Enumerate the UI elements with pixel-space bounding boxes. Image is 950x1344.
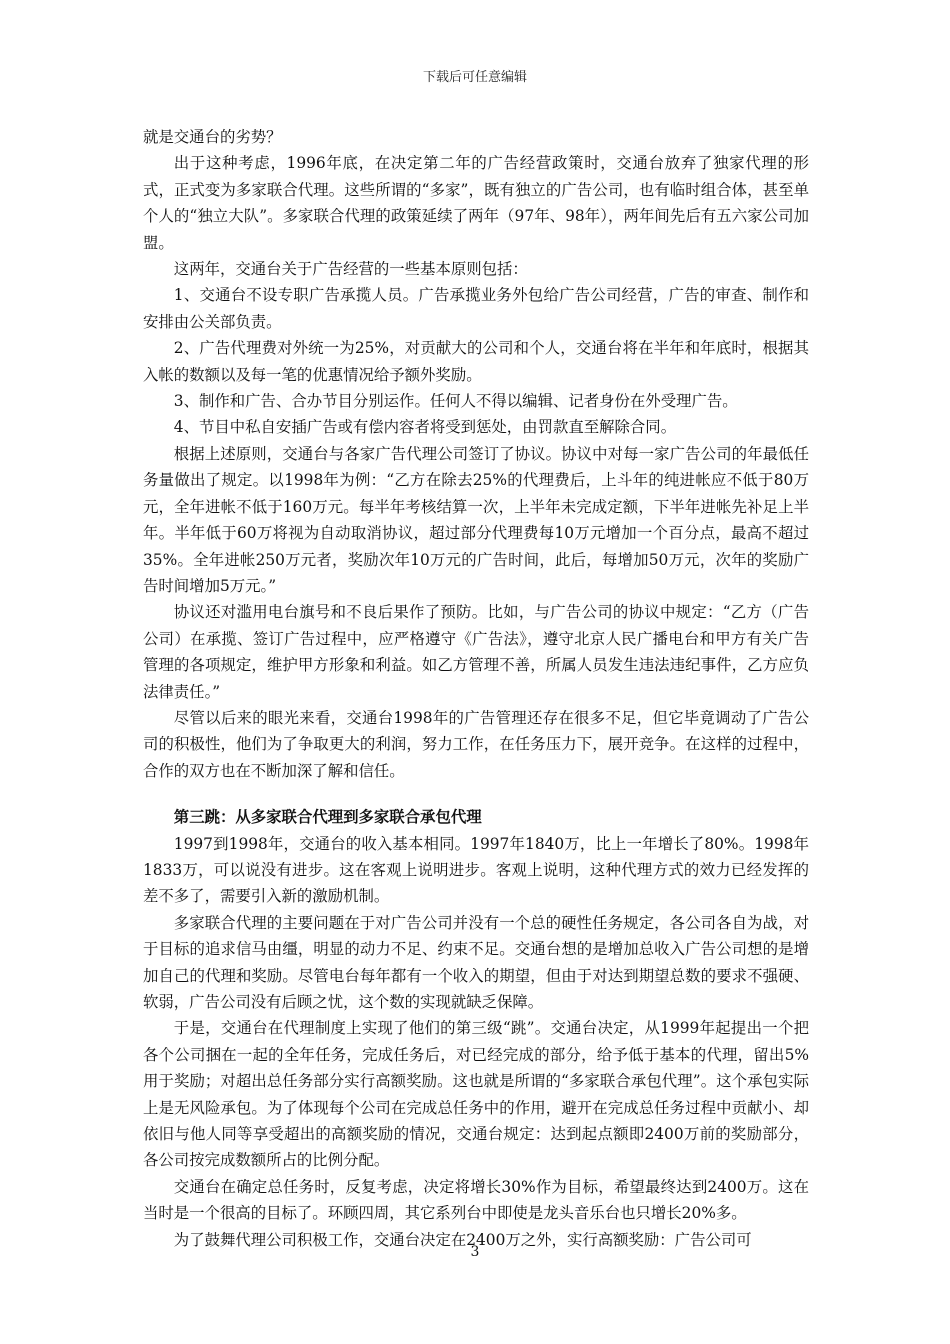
list-item: 4、节目中私自安插广告或有偿内容者将受到惩处，由罚款直至解除合同。 — [173, 418, 677, 437]
paragraph: 交通台在确定总任务时，反复考虑，决定将增长30%作为目标，希望最终达到2400万。这在当时是一个很高的目标了。环顾四周，其它系列台中即使是龙头音乐台也只增长20%多。 — [143, 1177, 809, 1223]
section-heading: 第三跳：从多家联合代理到多家联合承包代理 — [173, 808, 482, 827]
paragraph: 于是，交通台在代理制度上实现了他们的第三级“跳”。交通台决定，从1999年起提出一个把各个公司捆在一起的全年任务，完成任务后，对已经完成的部分，给予低于基本的代理，留出5%用于奖励；对超出总任务部分实行高额奖励。这也就是所谓的“多家联合承包代理”。这个承包实际上是无风险承包。为了体现每个公司在完成总任务中的作用，避开在完成总任务过程中贡献小、却依旧与他人同等享受超出的高额奖励的情况，交通台规定：达到起点额即2400万前的奖励部分，各公司按完成数额所占的比例分配。 — [143, 1019, 809, 1170]
paragraph: 根据上述原则，交通台与各家广告代理公司签订了协议。协议中对每一家广告公司的年最低任务量做出了规定。以1998年为例：“乙方在除去25%的代理费后，上斗年的纯进帐应不低于80万元，全年进帐不低于160万元。每半年考核结算一次，上半年未完成定额，下半年进帐先补足上半年。半年低于60万将视为自动取消协议，超过部分代理费每10万元增加一个百分点，最高不超过35%。全年进帐250万元者，奖励次年10万元的广告时间，此后，每增加50万元，次年的奖励广告时间增加5万元。” — [143, 444, 809, 595]
page-number: 3 — [470, 1244, 480, 1260]
list-item: 1、交通台不设专职广告承揽人员。广告承揽业务外包给广告公司经营，广告的审查、制作和安排由公关部负责。 — [143, 286, 809, 331]
document-body — [143, 124, 809, 1253]
paragraph: 出于这种考虑，1996年底，在决定第二年的广告经营政策时，交通台放弃了独家代理的形式，正式变为多家联合代理。这些所谓的“多家”，既有独立的广告公司，也有临时组合体，甚至单个人的“独立大队”。多家联合代理的政策延续了两年（97年、98年），两年间先后有五六家公司加盟。 — [143, 154, 809, 252]
list-item: 2、广告代理费对外统一为25%，对贡献大的公司和个人，交通台将在半年和年底时，根据其入帐的数额以及每一笔的优惠情况给予额外奖励。 — [143, 339, 809, 384]
paragraph: 为了鼓舞代理公司积极工作，交通台决定在2400万之外，实行高额奖励：广告公司可 — [173, 1230, 752, 1249]
paragraph: 就是交通台的劣势？ — [143, 128, 282, 146]
paragraph: 尽管以后来的眼光来看，交通台1998年的广告管理还存在很多不足，但它毕竟调动了广告公司的积极性，他们为了争取更大的利润，努力工作，在任务压力下，展开竞争。在这样的过程中，合作的双方也在不断加深了解和信任。 — [143, 708, 809, 780]
paragraph: 协议还对滥用电台旗号和不良后果作了预防。比如，与广告公司的协议中规定：“乙方（广告公司）在承揽、签订广告过程中，应严格遵守《广告法》，遵守北京人民广播电台和甲方有关广告管理的各项规定，维护甲方形象和利益。如乙方管理不善，所属人员发生违法违纪事件，乙方应负法律责任。” — [143, 603, 809, 701]
paragraph: 这两年，交通台关于广告经营的一些基本原则包括： — [173, 260, 528, 279]
list-item: 3、制作和广告、合办节目分别运作。任何人不得以编辑、记者身份在外受理广告。 — [173, 392, 738, 411]
paragraph: 多家联合代理的主要问题在于对广告公司并没有一个总的硬性任务规定，各公司各自为战，对于目标的追求信马由缰，明显的动力不足、约束不足。交通台想的是增加总收入广告公司想的是增加自己的代理和奖励。尽管电台每年都有一个收入的期望，但由于对达到期望总数的要求不强硬、软弱，广告公司没有后顾之忧，这个数的实现就缺乏保障。 — [143, 913, 809, 1011]
paragraph: 1997到1998年，交通台的收入基本相同。1997年1840万，比上一年增长了80%。1998年1833万，可以说没有进步。这在客观上说明进步。客观上说明，这种代理方式的效力已经发挥的差不多了，需要引入新的激励机制。 — [143, 834, 809, 906]
page-header: 下载后可任意编辑 — [422, 70, 527, 85]
